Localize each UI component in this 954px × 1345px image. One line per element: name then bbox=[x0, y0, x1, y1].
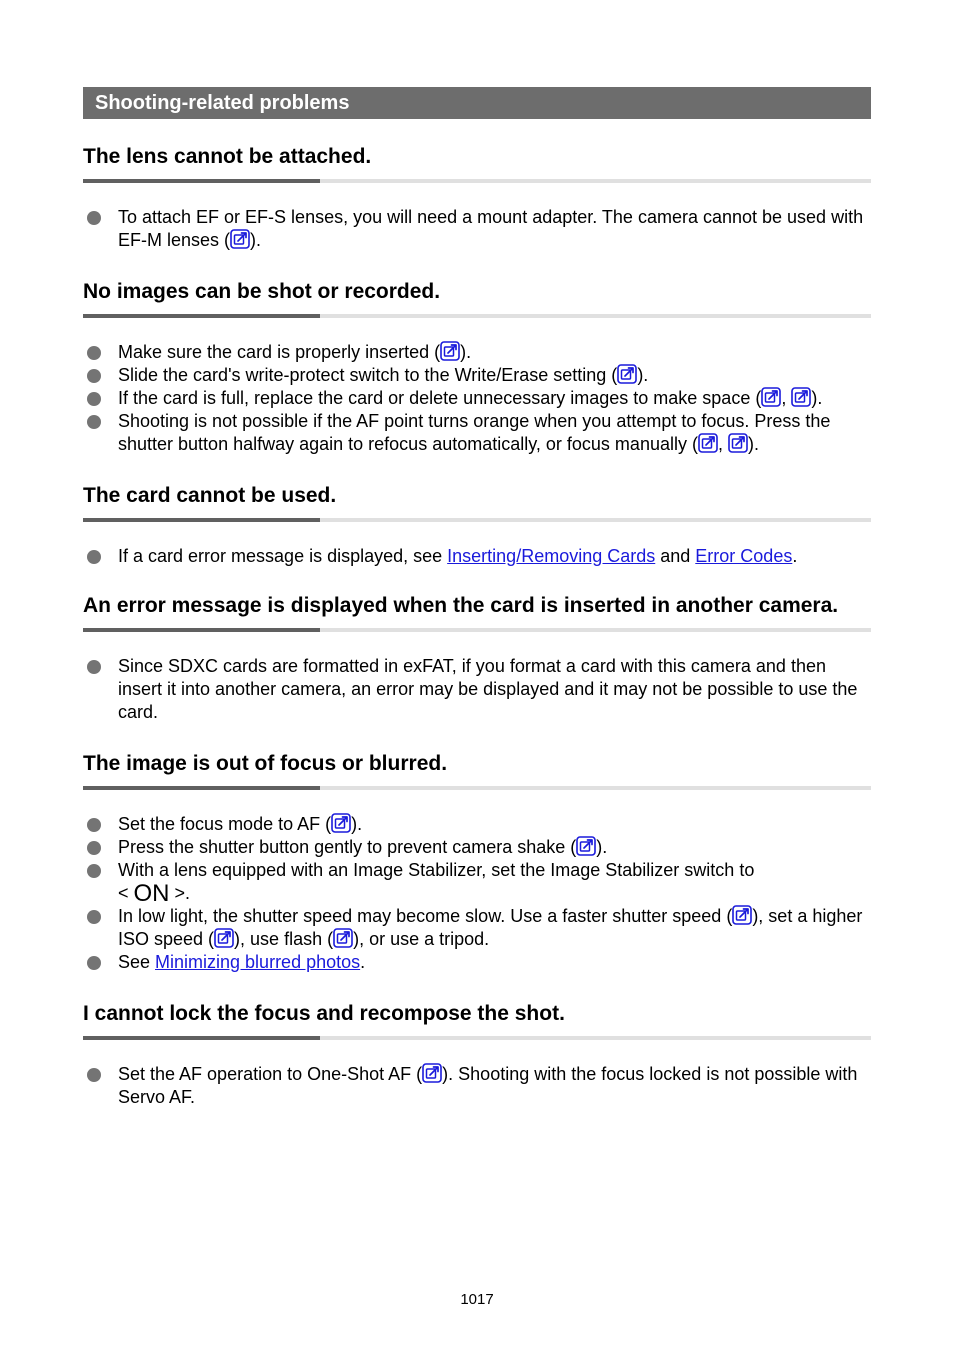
page-reference-icon[interactable] bbox=[617, 364, 637, 384]
error-codes-link[interactable]: Error Codes bbox=[695, 546, 793, 566]
list-item: With a lens equipped with an Image Stabilizer, set the Image Stabilizer switch to < ON >. bbox=[83, 859, 871, 905]
list-item: If the card is full, replace the card or delete unnecessary images to make space ( , ). bbox=[83, 387, 871, 410]
list-item: In low light, the shutter speed may become slow. Use a faster shutter speed ( ), set a higher ISO speed ( ), use flash ( ), or use a tripod. bbox=[83, 905, 871, 951]
page-reference-icon[interactable] bbox=[728, 433, 748, 453]
section-divider bbox=[83, 518, 871, 522]
list-item: Set the focus mode to AF ( ). bbox=[83, 813, 871, 836]
list-item: Make sure the card is properly inserted ( ). bbox=[83, 341, 871, 364]
bullet-icon bbox=[87, 660, 101, 674]
inserting-removing-cards-link[interactable]: Inserting/Removing Cards bbox=[447, 546, 656, 566]
bullet-icon bbox=[87, 346, 101, 360]
page-reference-icon[interactable] bbox=[422, 1063, 442, 1083]
list-item: Set the AF operation to One-Shot AF ( ). Shooting with the focus locked is not possible with Servo AF. bbox=[83, 1063, 871, 1109]
list-item: Slide the card's write-protect switch to the Write/Erase setting ( ). bbox=[83, 364, 871, 387]
bullet-icon bbox=[87, 392, 101, 406]
section-divider bbox=[83, 1036, 871, 1040]
bullet-icon bbox=[87, 550, 101, 564]
section-title: An error message is displayed when the card is inserted in another camera. bbox=[83, 594, 839, 617]
section-out-of-focus bbox=[83, 750, 871, 974]
list-item: See Minimizing blurred photos. bbox=[83, 951, 871, 974]
minimizing-blurred-photos-link[interactable]: Minimizing blurred photos bbox=[155, 952, 361, 972]
section-title: The card cannot be used. bbox=[83, 484, 337, 507]
bullet-icon bbox=[87, 956, 101, 970]
page-reference-icon[interactable] bbox=[698, 433, 718, 453]
page-reference-icon[interactable] bbox=[761, 387, 781, 407]
section-error-other-camera bbox=[83, 592, 871, 724]
section-lens-attach bbox=[83, 143, 871, 252]
page-reference-icon[interactable] bbox=[440, 341, 460, 361]
page-reference-icon[interactable] bbox=[331, 813, 351, 833]
page-reference-icon[interactable] bbox=[791, 387, 811, 407]
list-item: Shooting is not possible if the AF point turns orange when you attempt to focus. Press the shutter button halfway again to refocus automatically, or focus manually ( , ). bbox=[83, 410, 871, 456]
bullet-icon bbox=[87, 415, 101, 429]
page-content bbox=[83, 87, 871, 1109]
list-item: If a card error message is displayed, see Inserting/Removing Cards and Error Codes. bbox=[83, 545, 871, 568]
section-no-images bbox=[83, 278, 871, 456]
list-item: To attach EF or EF-S lenses, you will need a mount adapter. The camera cannot be used with EF-M lenses ( ). bbox=[83, 206, 871, 252]
section-title: The lens cannot be attached. bbox=[83, 145, 372, 168]
page-reference-icon[interactable] bbox=[230, 229, 250, 249]
page-number: 1017 bbox=[460, 1291, 494, 1308]
bullet-icon bbox=[87, 910, 101, 924]
bullet-icon bbox=[87, 1068, 101, 1082]
section-title: I cannot lock the focus and recompose the shot. bbox=[83, 1002, 565, 1025]
section-banner: Shooting-related problems bbox=[83, 87, 871, 119]
bullet-icon bbox=[87, 818, 101, 832]
section-divider bbox=[83, 786, 871, 790]
section-divider bbox=[83, 179, 871, 183]
on-switch-symbol: ON bbox=[133, 880, 170, 907]
section-title: The image is out of focus or blurred. bbox=[83, 752, 448, 775]
page-reference-icon[interactable] bbox=[732, 905, 752, 925]
section-divider bbox=[83, 314, 871, 318]
bullet-icon bbox=[87, 841, 101, 855]
section-divider bbox=[83, 628, 871, 632]
list-item: Press the shutter button gently to prevent camera shake ( ). bbox=[83, 836, 871, 859]
section-focus-lock bbox=[83, 1000, 871, 1109]
bullet-icon bbox=[87, 369, 101, 383]
page-reference-icon[interactable] bbox=[333, 928, 353, 948]
page-reference-icon[interactable] bbox=[214, 928, 234, 948]
section-card-unusable bbox=[83, 482, 871, 568]
list-item: Since SDXC cards are formatted in exFAT, if you format a card with this camera and then insert it into another camera, an error may be displayed and it may not be possible to use the card. bbox=[83, 655, 871, 724]
bullet-icon bbox=[87, 211, 101, 225]
bullet-icon bbox=[87, 864, 101, 878]
page-reference-icon[interactable] bbox=[576, 836, 596, 856]
section-title: No images can be shot or recorded. bbox=[83, 280, 441, 303]
